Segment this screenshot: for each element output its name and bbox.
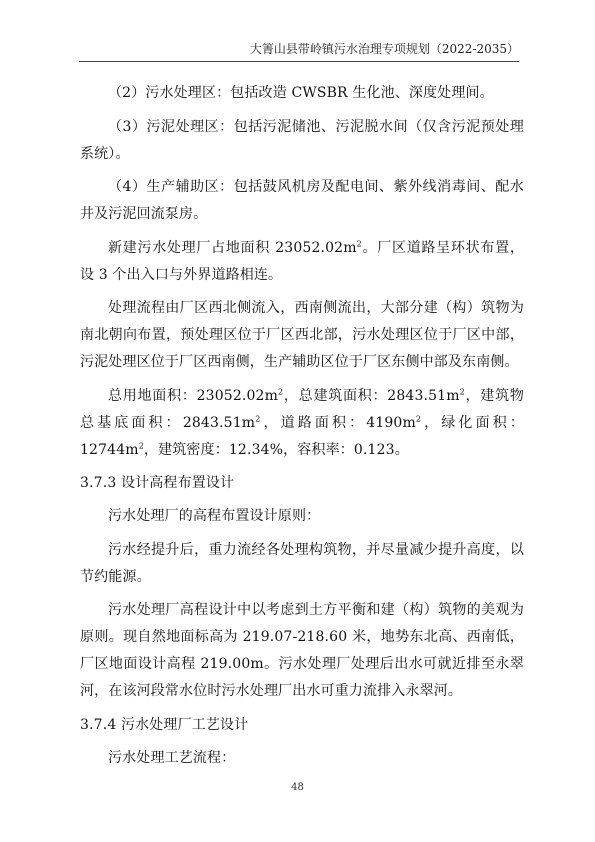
paragraph-process-flow: 处理流程由厂区西北侧流入，西南侧流出，大部分建（构）筑物为南北朝向布置，预处理区位于厂区西北部，污水处理区位于厂区中部，污泥处理区位于厂区西南侧，生产辅助区位于厂区东侧中部及东南侧。 (80, 300, 524, 370)
document-body (80, 80, 524, 772)
section-heading-3-7-3: 3.7.3 设计高程布置设计 (80, 475, 235, 491)
paragraph-site-area (80, 235, 524, 289)
superscript: 2 (356, 238, 362, 248)
page-number: 48 (291, 782, 304, 793)
total-land-area: 总用地面积：23052.02m (108, 387, 279, 404)
paragraph-sludge-area: （3）污泥处理区：包括污泥储池、污泥脱水间（仅含污泥预处理系统）。 (80, 118, 524, 162)
superscript: 2 (255, 413, 261, 423)
superscript: 2 (278, 386, 284, 396)
paragraph-elevation-principle-2: 污水处理厂高程设计中以考虑到土方平衡和建（构）筑物的美观为原则。现自然地面标高为 219.07-218.60 米，地势东北高、西南低，厂区地面设计高程 219.00m。污水处理厂处理后出水可就近排至永翠河，在该河段常水位时污水处理厂出水可重力流排入永翠河。 (80, 602, 524, 699)
superscript: 2 (415, 413, 422, 423)
section-heading-3-7-4: 3.7.4 污水处理厂工艺设计 (80, 716, 249, 733)
road-area: ，道路面积：4190m (260, 414, 416, 431)
total-building-area: ，总建筑面积：2843.51m (283, 387, 460, 404)
paragraph-sewage-area: （2）污水处理区：包括改造 CWSBR 生化池、深度处理间。 (108, 85, 494, 101)
paragraph-area-statistics (80, 383, 524, 464)
site-road-text: 。厂区道路呈环状布置，设 3 个出入口与外界道路相连。 (80, 239, 524, 283)
paragraph-process-intro: 污水处理工艺流程： (108, 749, 236, 766)
paragraph-elevation-principle-1: 污水经提升后，重力流经各处理构筑物，并尽量减少提升高度，以节约能源。 (80, 541, 524, 585)
header-divider (79, 61, 519, 62)
building-base-area: ，建筑物总基底面积：2843.51m (80, 387, 524, 431)
paragraph-elevation-principle-intro: 污水处理厂的高程布置设计原则： (108, 508, 321, 524)
site-area-text: 新建污水处理厂占地面积 23052.02m (108, 239, 357, 256)
superscript: 2 (138, 440, 144, 450)
page-header: 大箐山县带岭镇污水治理专项规划（2022-2035） (249, 42, 519, 56)
density-and-ratio: ，建筑密度：12.34%，容积率：0.123。 (143, 441, 409, 458)
superscript: 2 (459, 386, 465, 396)
green-area: ，绿化面积：12744m (80, 414, 524, 458)
paragraph-auxiliary-area: （4）生产辅助区：包括鼓风机房及配电间、紫外线消毒间、配水井及污泥回流泵房。 (80, 179, 524, 222)
